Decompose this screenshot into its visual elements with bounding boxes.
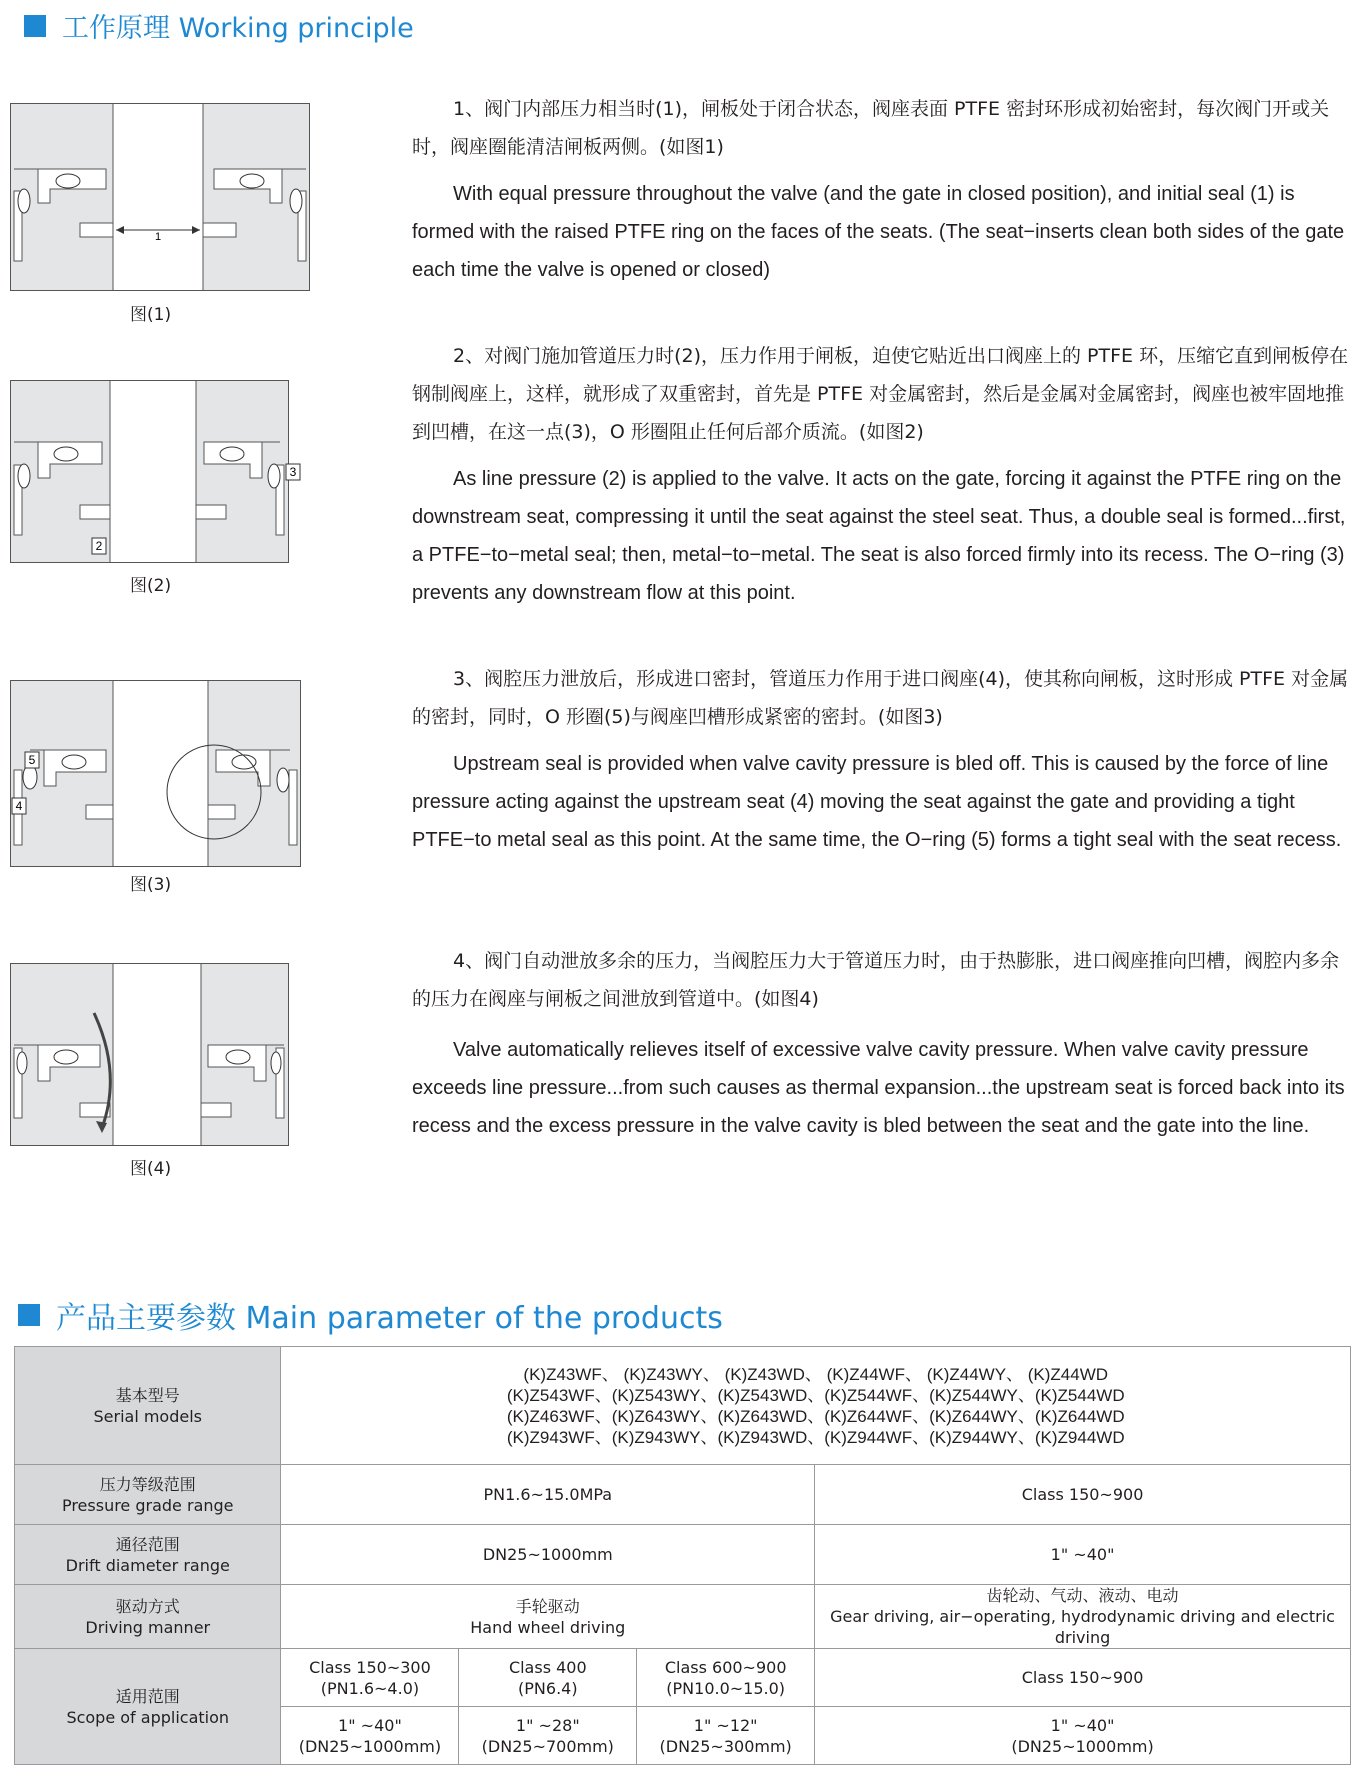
section-header-working-principle bbox=[24, 6, 414, 45]
row-label-cn: 压力等级范围 bbox=[99, 1474, 196, 1494]
row-label-en: Pressure grade range bbox=[61, 1495, 234, 1515]
table-cell: Class 150~900 bbox=[815, 1465, 1351, 1525]
cell-line: Class 150~300 bbox=[309, 1657, 431, 1677]
figure-marker: 3 bbox=[289, 465, 297, 479]
figure-marker: 2 bbox=[95, 539, 103, 553]
paragraph-3-cn: 3、阀腔压力泄放后，形成进口密封，管道压力作用于进口阀座(4)，使其称向闸板，这时形成 PTFE 对金属的密封，同时，O 形圈(5)与阀座凹槽形成紧密的密封。(如图3) bbox=[412, 668, 1349, 728]
cell-line: 手轮驱动 bbox=[515, 1596, 580, 1616]
cell-line: (DN25~1000mm) bbox=[298, 1736, 442, 1756]
cell-line: 1" ~28" bbox=[515, 1715, 580, 1735]
row-label bbox=[15, 1585, 281, 1649]
section-square-icon bbox=[24, 15, 46, 37]
paragraph-2-en: As line pressure (2) is applied to the valve. It acts on the gate, forcing it against the PTFE ring on the downstream seat, compressing it until the seat against the steel seat. Thus, a double seal is formed...first, a PTFE−to−metal seal; then, metal−to−metal. The seat is also forced firmly into its recess. The O−ring (3) prevents any downstream flow at this point. bbox=[412, 468, 1346, 604]
section-title: 工作原理 Working principle bbox=[62, 13, 414, 44]
table-cell bbox=[281, 1585, 815, 1649]
table-cell bbox=[815, 1585, 1351, 1649]
row-label-en: Drift diameter range bbox=[65, 1555, 230, 1575]
figure-4-caption: 图(4) bbox=[130, 1159, 172, 1179]
cell-line: Gear driving, air−operating, hydrodynamic driving and electric driving bbox=[830, 1607, 1335, 1647]
cell-line: Class 600~900 bbox=[664, 1657, 787, 1677]
cell-line: Class 400 bbox=[508, 1657, 587, 1677]
figure-marker: 4 bbox=[15, 799, 23, 813]
parameter-table bbox=[14, 1346, 1351, 1765]
model-line: (K)Z43WF、 (K)Z43WY、 (K)Z43WD、 (K)Z44WF、 (K)Z44WY、 (K)Z44WD bbox=[523, 1364, 1109, 1384]
row-label bbox=[15, 1649, 281, 1765]
paragraph-3-en: Upstream seal is provided when valve cavity pressure is bled off. This is caused by the force of line pressure acting against the upstream seat (4) moving the seat against the gate and providing a tight PTFE−to metal seal as this point. At the same time, the O−ring (5) forms a tight seal with the seat recess. bbox=[412, 753, 1342, 851]
row-label bbox=[15, 1525, 281, 1585]
table-cell: 1" ~40" bbox=[815, 1525, 1351, 1585]
paragraph-4-en: Valve automatically relieves itself of excessive valve cavity pressure. When valve cavity pressure exceeds line pressure...from such causes as thermal expansion...the upstream seat is forced back into its recess and the excess pressure in the valve cavity is bled between the seat and the gate into the line. bbox=[412, 1039, 1345, 1137]
table-row bbox=[15, 1525, 1351, 1585]
cell-line: (DN25~300mm) bbox=[659, 1736, 792, 1756]
row-label-en: Serial models bbox=[93, 1406, 202, 1426]
table-cell: Class 150~900 bbox=[815, 1649, 1351, 1707]
model-line: (K)Z543WF、(K)Z543WY、(K)Z543WD、(K)Z544WF、(K)Z544WY、(K)Z544WD bbox=[506, 1385, 1125, 1405]
cell-line: (DN25~1000mm) bbox=[1011, 1736, 1154, 1756]
figure-2-diagram bbox=[10, 380, 310, 565]
serial-models-cell bbox=[281, 1347, 1351, 1465]
paragraph-1-en: With equal pressure throughout the valve (and the gate in closed position), and initial seal (1) is formed with the raised PTFE ring on the faces of the seats. (The seat−inserts clean both sides of the gate each time the valve is opened or closed) bbox=[412, 183, 1345, 281]
paragraph-2-cn: 2、对阀门施加管道压力时(2)，压力作用于闸板，迫使它贴近出口阀座上的 PTFE 环，压缩它直到闸板停在钢制阀座上，这样，就形成了双重密封，首先是 PTFE 对金属密封，然后是金属对金属密封，阀座也被牢固地推到凹槽，在这一点(3)，O 形圈阻止任何后部介质流。(如图2) bbox=[412, 345, 1349, 443]
cell-line: 1" ~40" bbox=[1050, 1715, 1115, 1735]
row-label-en: Scope of application bbox=[66, 1707, 230, 1727]
figure-1-diagram bbox=[10, 103, 310, 293]
figure-marker: 5 bbox=[28, 753, 36, 767]
row-label-cn: 驱动方式 bbox=[115, 1596, 180, 1616]
section-square-icon bbox=[18, 1304, 40, 1326]
cell-line: (PN6.4) bbox=[518, 1678, 578, 1698]
figure-marker: 1 bbox=[154, 231, 162, 243]
row-label bbox=[15, 1347, 281, 1465]
cell-line: 1" ~40" bbox=[338, 1715, 402, 1735]
section-header-main-parameters bbox=[18, 1293, 723, 1337]
figure-2-caption: 图(2) bbox=[130, 576, 172, 596]
table-row bbox=[15, 1465, 1351, 1525]
table-cell: DN25~1000mm bbox=[281, 1525, 815, 1585]
table-cell bbox=[459, 1707, 637, 1765]
table-row bbox=[15, 1347, 1351, 1465]
row-label-en: Driving manner bbox=[85, 1617, 211, 1637]
table-row bbox=[15, 1585, 1351, 1649]
section-title: 产品主要参数 Main parameter of the products bbox=[56, 1301, 723, 1336]
cell-line: Hand wheel driving bbox=[470, 1617, 626, 1637]
table-cell: PN1.6~15.0MPa bbox=[281, 1465, 815, 1525]
table-cell bbox=[637, 1649, 815, 1707]
cell-line: (PN1.6~4.0) bbox=[320, 1678, 420, 1698]
cell-line: 齿轮动、气动、液动、电动 bbox=[986, 1586, 1179, 1605]
figure-1-caption: 图(1) bbox=[130, 305, 172, 325]
model-line: (K)Z463WF、(K)Z643WY、(K)Z643WD、(K)Z644WF、(K)Z644WY、(K)Z644WD bbox=[506, 1406, 1125, 1426]
row-label bbox=[15, 1465, 281, 1525]
cell-line: (PN10.0~15.0) bbox=[666, 1678, 786, 1698]
paragraph-1-cn: 1、阀门内部压力相当时(1)，闸板处于闭合状态，阀座表面 PTFE 密封环形成初始密封，每次阀门开或关时，阀座圈能清洁闸板两侧。(如图1) bbox=[412, 98, 1330, 158]
figure-3-diagram bbox=[10, 680, 310, 870]
table-cell bbox=[281, 1707, 459, 1765]
row-label-cn: 适用范围 bbox=[115, 1686, 180, 1706]
cell-line: (DN25~700mm) bbox=[481, 1736, 614, 1756]
table-cell bbox=[459, 1649, 637, 1707]
row-label-cn: 通径范围 bbox=[115, 1534, 180, 1554]
cell-line: 1" ~12" bbox=[693, 1715, 758, 1735]
table-cell bbox=[281, 1649, 459, 1707]
table-cell bbox=[637, 1707, 815, 1765]
paragraph-4-cn: 4、阀门自动泄放多余的压力，当阀腔压力大于管道压力时，由于热膨胀，进口阀座推向凹槽，阀腔内多余的压力在阀座与闸板之间泄放到管道中。(如图4) bbox=[412, 950, 1340, 1010]
table-cell bbox=[815, 1707, 1351, 1765]
figure-4-diagram bbox=[10, 963, 310, 1148]
model-line: (K)Z943WF、(K)Z943WY、(K)Z943WD、(K)Z944WF、(K)Z944WY、(K)Z944WD bbox=[506, 1427, 1125, 1447]
row-label-cn: 基本型号 bbox=[115, 1385, 180, 1405]
figure-3-caption: 图(3) bbox=[130, 875, 172, 895]
table-row bbox=[15, 1649, 1351, 1707]
